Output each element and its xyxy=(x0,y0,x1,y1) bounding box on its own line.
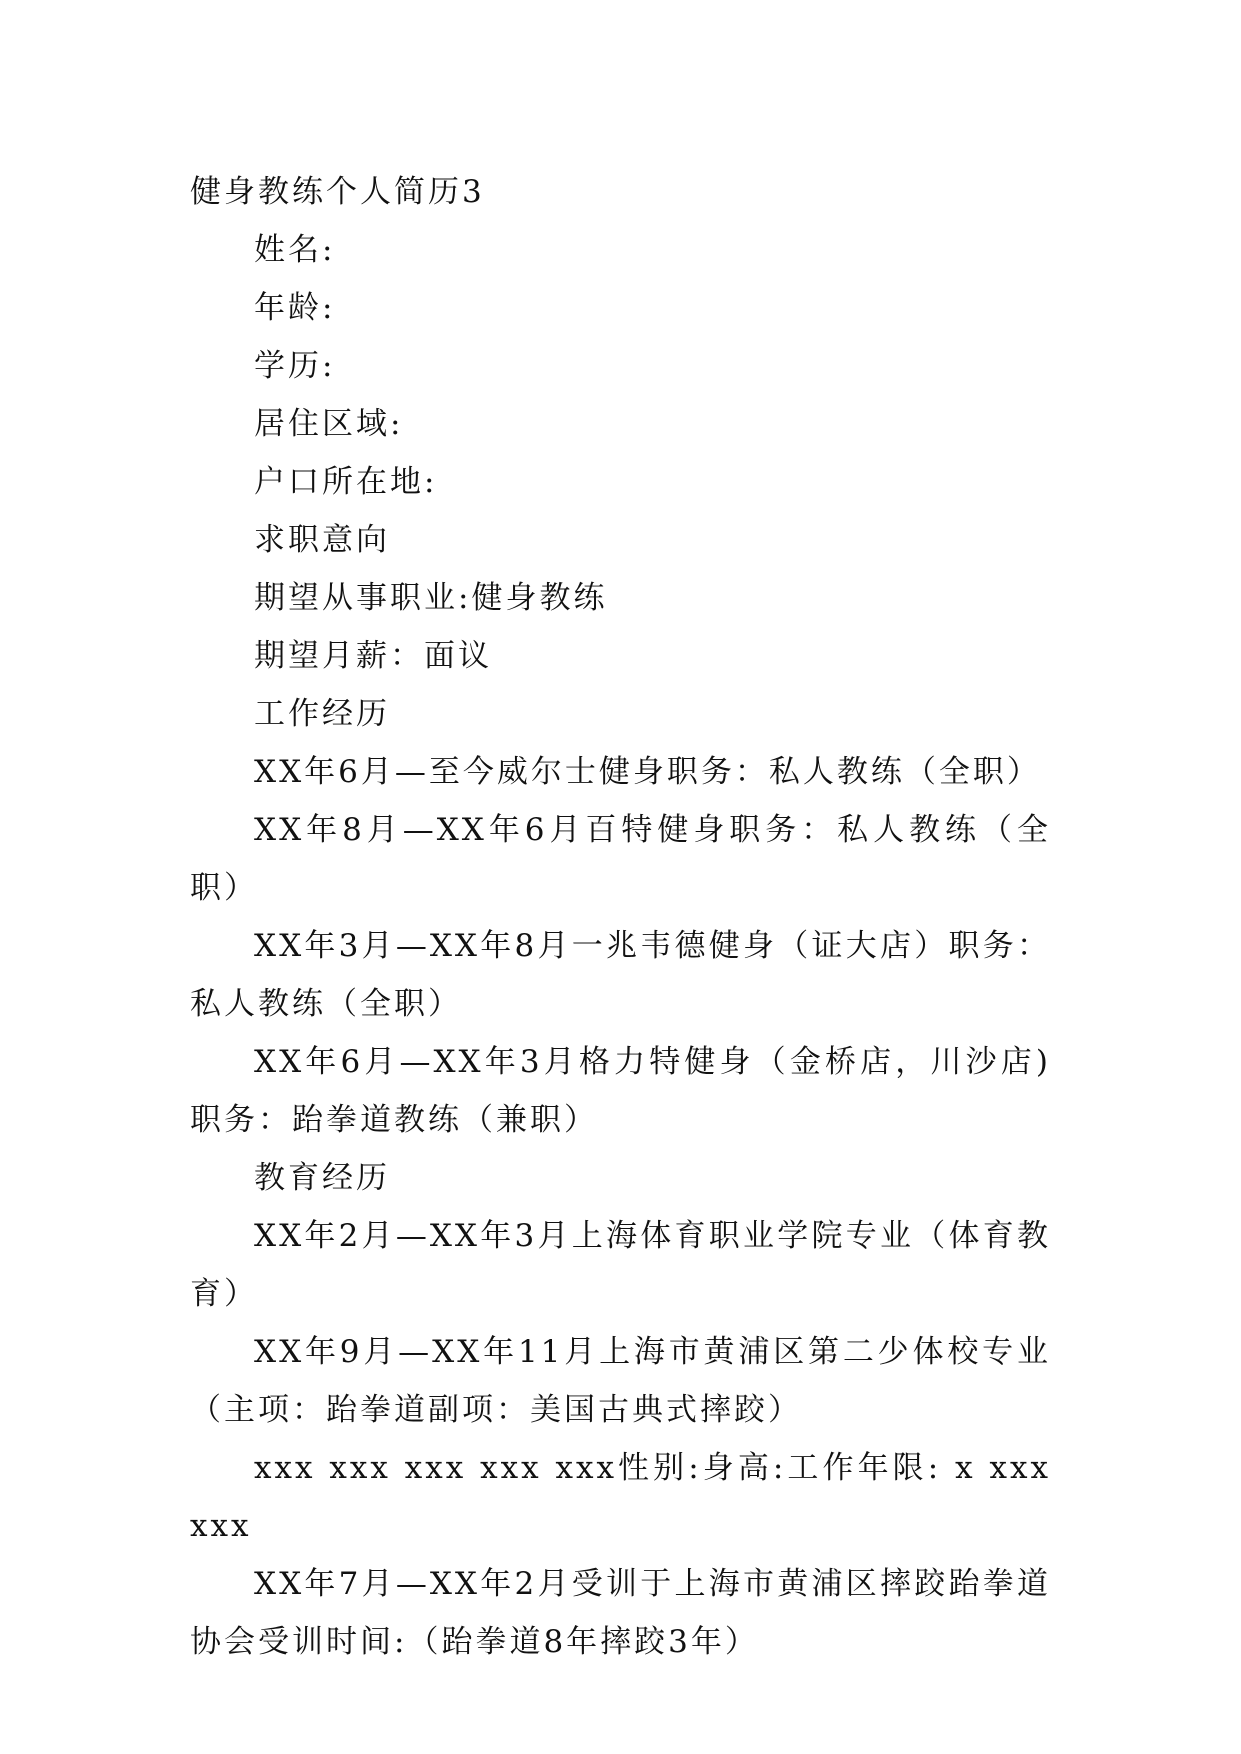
section-work-experience: 工作经历 xyxy=(254,696,390,732)
field-desired-salary: 期望月薪：面议 xyxy=(254,638,492,674)
field-name: 姓名: xyxy=(254,232,336,268)
section-job-intention: 求职意向 xyxy=(254,522,390,558)
work-entry: XX年6月—XX年3月格力特健身（金桥店，川沙店)职务：跆拳道教练（兼职） xyxy=(190,1044,1051,1138)
field-desired-occupation: 期望从事职业:健身教练 xyxy=(254,580,608,616)
section-education-experience: 教育经历 xyxy=(254,1160,390,1196)
personal-info-line: xxx xxx xxx xxx xxx性别:身高:工作年限: x xxx xxx xyxy=(190,1450,1051,1544)
education-entry: XX年2月—XX年3月上海体育职业学院专业（体育教育） xyxy=(190,1218,1051,1312)
field-residence: 居住区域: xyxy=(254,406,404,442)
field-hukou: 户口所在地: xyxy=(254,464,438,500)
document-title: 健身教练个人简历3 xyxy=(190,174,485,210)
education-entry: XX年9月—XX年11月上海市黄浦区第二少体校专业（主项：跆拳道副项：美国古典式摔跤） xyxy=(190,1334,1051,1428)
training-entry: XX年7月—XX年2月受训于上海市黄浦区摔跤跆拳道协会受训时间:（跆拳道8年摔跤3年） xyxy=(190,1566,1051,1660)
field-education: 学历: xyxy=(254,348,336,384)
work-entry: XX年6月—至今威尔士健身职务：私人教练（全职） xyxy=(254,754,1041,790)
work-entry: XX年8月—XX年6月百特健身职务：私人教练（全职） xyxy=(190,812,1051,906)
work-entry: XX年3月—XX年8月一兆韦德健身（证大店）职务：私人教练（全职） xyxy=(190,928,1051,1022)
field-age: 年龄: xyxy=(254,290,336,326)
